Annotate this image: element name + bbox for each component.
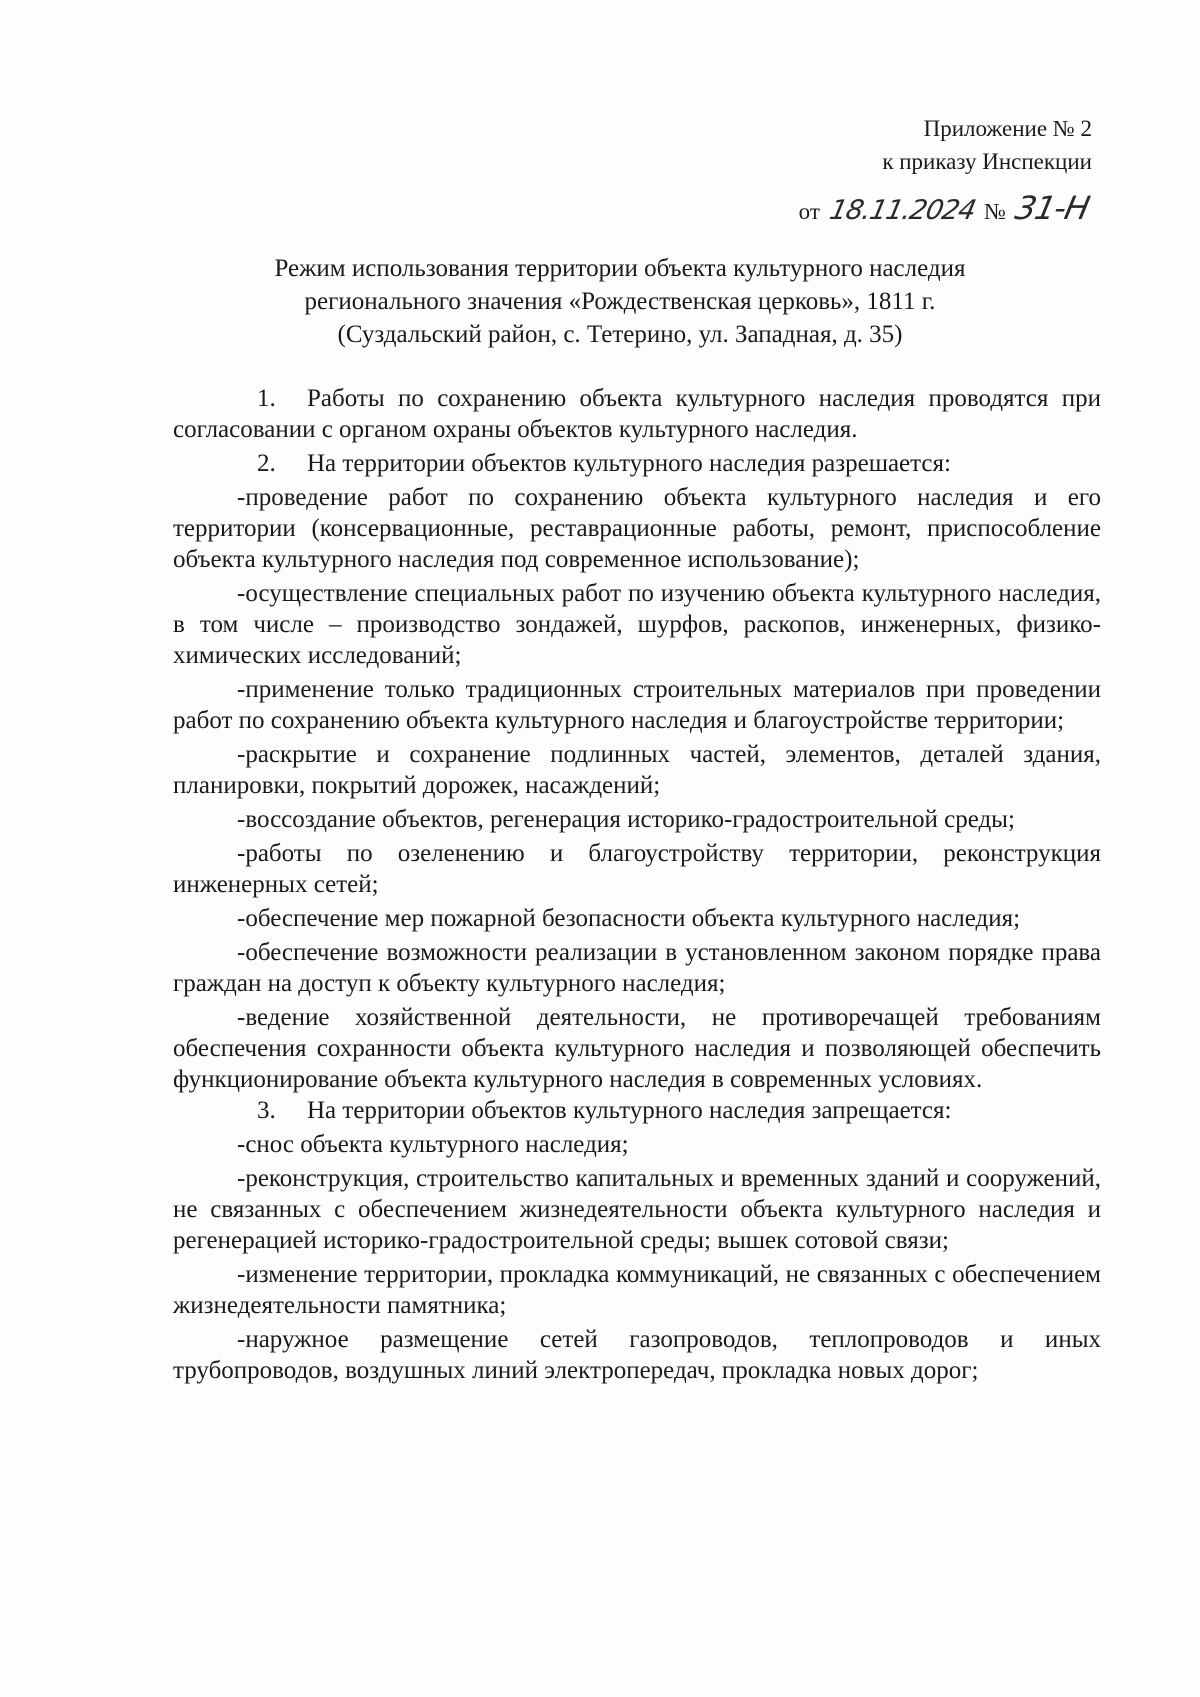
section-text: На территории объектов культурного наследия разрешается: [307, 450, 951, 477]
document-title [150, 252, 1090, 351]
list-item: -ведение хозяйственной деятельности, не противоречащей требованиям обеспечения сохранности объекта культурного наследия и позволяющей обеспечить функционирование объекта культурного наследия в современных условиях. [173, 1004, 1101, 1093]
section-2 [173, 448, 1101, 479]
list-item: -обеспечение возможности реализации в установленном законом порядке права граждан на доступ к объекту культурного наследия; [173, 939, 1101, 997]
list-item: -применение только традиционных строительных материалов при проведении работ по сохранению объекта культурного наследия и благоустройстве территории; [173, 676, 1101, 734]
title-line-3: (Суздальский район, с. Тетерино, ул. Западная, д. 35) [337, 321, 903, 348]
order-number-handwritten: 31-Н [1011, 189, 1093, 227]
order-reference [799, 190, 1092, 230]
list-item: -обеспечение мер пожарной безопасности объекта культурного наследия; [237, 905, 1021, 932]
list-item: -осуществление специальных работ по изучению объекта культурного наследия, в том числе – производство зондажей, шурфов, раскопов, инженерных, физико-химических исследований; [173, 580, 1101, 669]
list-item: -раскрытие и сохранение подлинных частей, элементов, деталей здания, планировки, покрытий дорожек, насаждений; [173, 741, 1101, 799]
section-text: Работы по сохранению объекта культурного наследия проводятся при согласовании с органом охраны объектов культурного наследия. [173, 385, 1101, 443]
list-item: -изменение территории, прокладка коммуникаций, не связанных с обеспечением жизнедеятельности памятника; [173, 1261, 1101, 1319]
order-from-label: от [798, 199, 820, 224]
section-number: 1. [257, 385, 276, 412]
list-item: -наружное размещение сетей газопроводов, теплопроводов и иных трубопроводов, воздушных линий электропередач, прокладка новых дорог; [173, 1326, 1101, 1384]
list-item: -проведение работ по сохранению объекта культурного наследия и его территории (консервационные, реставрационные работы, ремонт, приспособление объекта культурного наследия под современное использование); [173, 484, 1101, 573]
document-body [173, 383, 1101, 1386]
list-item: -воссоздание объектов, регенерация историко-градостроительной среды; [237, 806, 1015, 833]
section-number: 2. [257, 450, 276, 477]
list-item: -реконструкция, строительство капитальных и временных зданий и сооружений, не связанных с обеспечением жизнедеятельности объекта культурного наследия и регенерацией историко-градостроительной среды; вышек сотовой связи; [173, 1165, 1101, 1254]
list-item: -работы по озеленению и благоустройству территории, реконструкция инженерных сетей; [173, 840, 1101, 898]
section-number: 3. [257, 1097, 276, 1124]
title-line-1: Режим использования территории объекта культурного наследия [274, 255, 966, 282]
section-3 [173, 1095, 1101, 1126]
section-text: На территории объектов культурного наследия запрещается: [307, 1097, 952, 1124]
annex-header [882, 112, 1092, 178]
annex-line-2: к приказу Инспекции [882, 149, 1092, 174]
annex-line-1: Приложение № 2 [923, 116, 1092, 141]
section-1 [173, 383, 1101, 445]
order-date-handwritten: 18.11.2024 [826, 195, 978, 226]
order-number-label: № [983, 199, 1006, 224]
list-item: -снос объекта культурного наследия; [237, 1131, 629, 1158]
title-line-2: регионального значения «Рождественская церковь», 1811 г. [304, 288, 936, 315]
